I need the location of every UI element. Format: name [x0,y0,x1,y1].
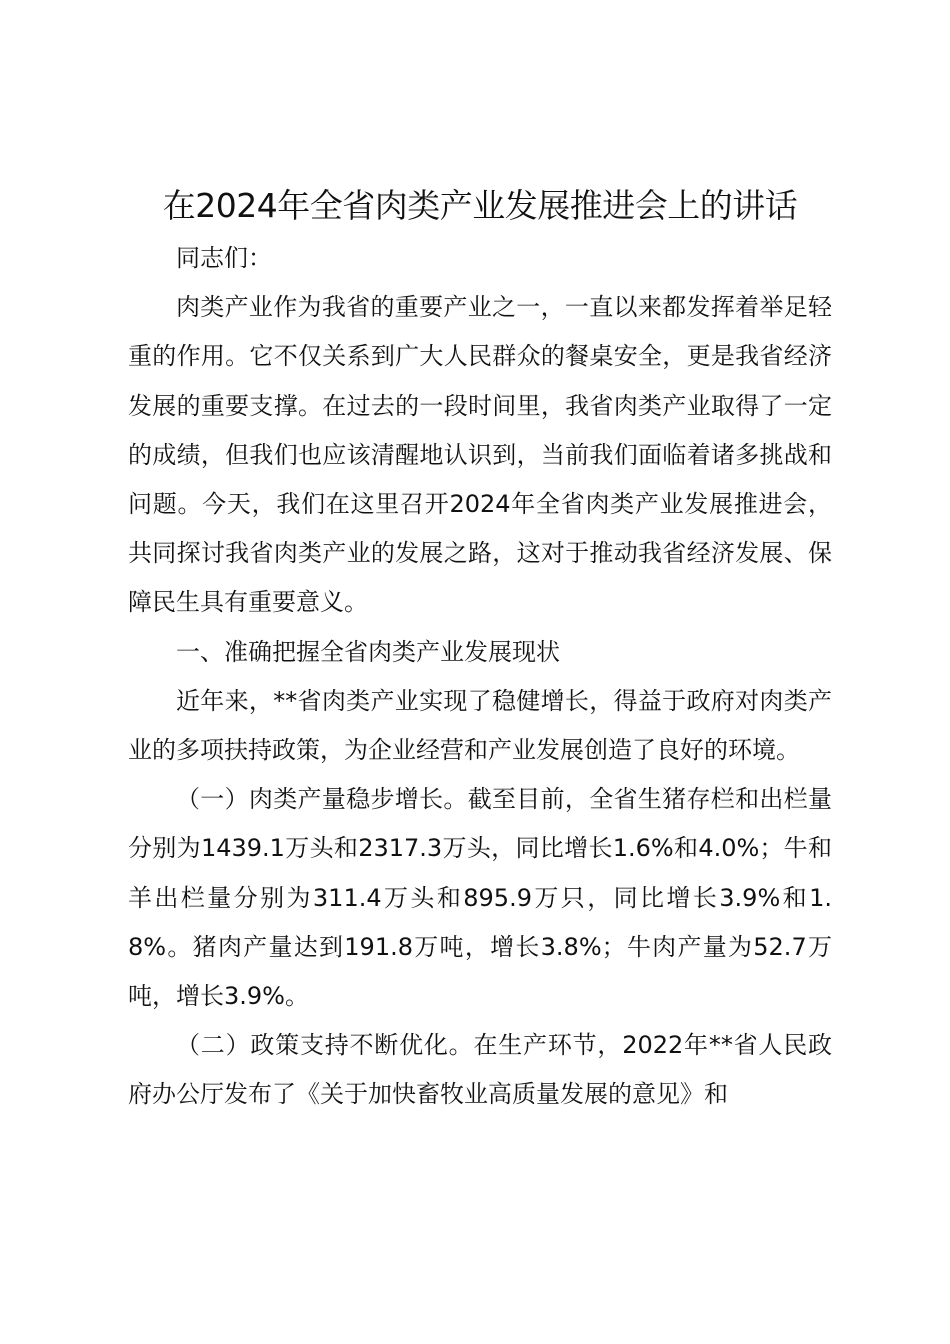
subsection-2-paragraph: （二）政策支持不断优化。在生产环节，2022年**省人民政府办公厅发布了《关于加快畜牧业高质量发展的意见》和 [128,1031,832,1109]
document-page [128,178,832,1120]
salutation: 同志们： [176,244,272,272]
section-1-paragraph: 近年来，**省肉类产业实现了稳健增长，得益于政府对肉类产业的多项扶持政策，为企业经营和产业发展创造了良好的环境。 [128,686,832,765]
section-heading-1: 一、准确把握全省肉类产业发展现状 [176,637,560,666]
document-title: 在2024年全省肉类产业发展推进会上的讲话 [162,186,798,225]
intro-paragraph: 肉类产业作为我省的重要产业之一，一直以来都发挥着举足轻重的作用。它不仅关系到广大人民群众的餐桌安全，更是我省经济发展的重要支撑。在过去的一段时间里，我省肉类产业取得了一定的成绩，但我们也应该清醒地认识到，当前我们面临着诸多挑战和问题。今天，我们在这里召开2024年全省肉类产业发展推进会，共同探讨我省肉类产业的发展之路，这对于推动我省经济发展、保障民生具有重要意义。 [128,293,832,617]
subsection-1-paragraph: （一）肉类产量稳步增长。截至目前，全省生猪存栏和出栏量分别为1439.1万头和2317.3万头，同比增长1.6%和4.0%；牛和羊出栏量分别为311.4万头和895.9万只，同比增长3.9%和1.8%。猪肉产量达到191.8万吨，增长3.8%；牛肉产量为52.7万吨，增长3.9%。 [128,785,832,1011]
